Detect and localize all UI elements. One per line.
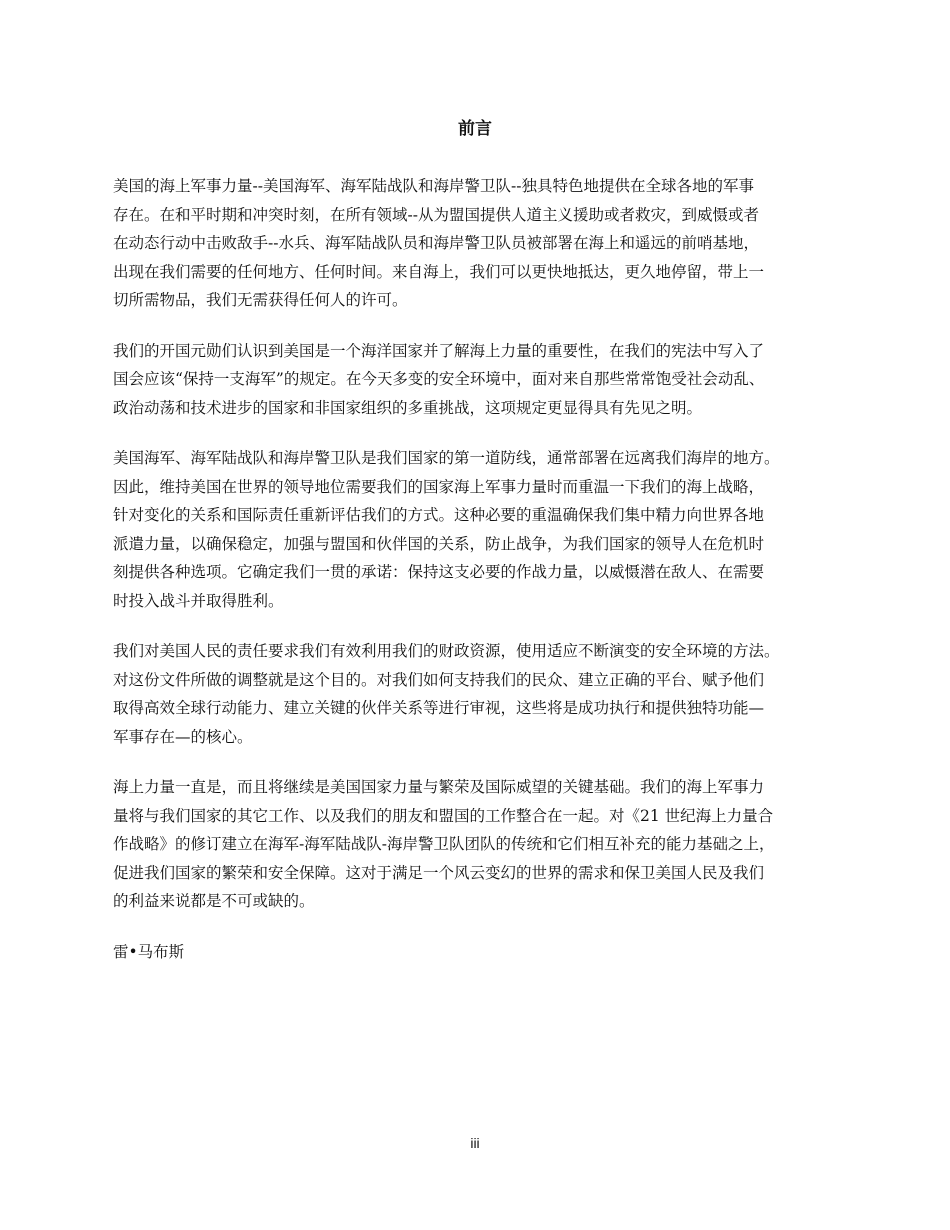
paragraph-line: 出现在我们需要的任何地方、任何时间。来自海上，我们可以更快地抵达，更久地停留，带上一 (113, 262, 765, 281)
paragraph-line: 对这份文件所做的调整就是这个目的。对我们如何支持我们的民众、建立正确的平台、赋予他们 (113, 670, 765, 689)
paragraph-line: 针对变化的关系和国际责任重新评估我们的方式。这种必要的重温确保我们集中精力向世界各地 (113, 506, 765, 524)
paragraph-line: 取得高效全球行动能力、建立关键的伙伴关系等进行审视，这些将是成功执行和提供独特功能— (113, 699, 765, 717)
body-paragraph (113, 773, 843, 916)
paragraph-line: 海上力量一直是，而且将继续是美国国家力量与繁荣及国际威望的关键基础。我们的海上军事力 (113, 778, 765, 796)
paragraph-line: 我们的开国元勋们认识到美国是一个海洋国家并了解海上力量的重要性，在我们的宪法中写入了 (113, 341, 765, 360)
signature: 雷•马布斯 (113, 942, 185, 961)
body-paragraph (113, 337, 843, 423)
paragraph-line: 作战略》的修订建立在海军-海军陆战队-海岸警卫队团队的传统和它们相互补充的能力基础之上， (113, 835, 775, 853)
document-body (113, 172, 843, 966)
paragraph-line: 刻提供各种选项。它确定我们一贯的承诺：保持这支必要的作战力量，以威慑潜在敌人、在需要 (113, 563, 765, 581)
paragraph-line: 美国的海上军事力量--美国海军、海军陆战队和海岸警卫队--独具特色地提供在全球各地的军事 (113, 177, 754, 195)
paragraph-line: 军事存在—的核心。 (113, 727, 253, 746)
paragraph-line: 切所需物品，我们无需获得任何人的许可。 (113, 291, 408, 309)
paragraph-line: 存在。在和平时期和冲突时刻，在所有领域--从为盟国提供人道主义援助或者救灾，到威慑或者 (113, 205, 759, 224)
page-number: iii (470, 1135, 480, 1151)
body-paragraph (113, 637, 843, 751)
body-paragraph (113, 444, 843, 615)
paragraph-line: 美国海军、海军陆战队和海岸警卫队是我们国家的第一道防线，通常部署在远离我们海岸的地方。 (113, 449, 780, 467)
paragraph-line: 派遣力量，以确保稳定，加强与盟国和伙伴国的关系，防止战争，为我们国家的领导人在危机时 (113, 534, 765, 553)
paragraph-line: 政治动荡和技术进步的国家和非国家组织的多重挑战，这项规定更显得具有先见之明。 (113, 398, 703, 417)
paragraph-line: 国会应该“保持一支海军”的规定。在今天多变的安全环境中，面对来自那些常常饱受社会动乱、 (113, 370, 765, 388)
paragraph-line: 我们对美国人民的责任要求我们有效利用我们的财政资源，使用适应不断演变的安全环境的方法。 (113, 642, 780, 660)
paragraph-container (113, 172, 843, 916)
paragraph-line: 量将与我们国家的其它工作、以及我们的朋友和盟国的工作整合在一起。对《21 世纪海上力量合 (113, 806, 774, 825)
paragraph-line: 在动态行动中击败敌手--水兵、海军陆战队员和海岸警卫队员被部署在海上和遥远的前哨基地， (113, 234, 759, 252)
body-paragraph (113, 172, 843, 315)
paragraph-line: 时投入战斗并取得胜利。 (113, 591, 284, 610)
page-title: 前言 (458, 119, 492, 139)
paragraph-line: 因此，维持美国在世界的领导地位需要我们的国家海上军事力量时而重温一下我们的海上战略， (113, 477, 765, 496)
paragraph-line: 的利益来说都是不可或缺的。 (113, 892, 315, 910)
paragraph-line: 促进我们国家的繁荣和安全保障。这对于满足一个风云变幻的世界的需求和保卫美国人民及我们 (113, 863, 765, 882)
